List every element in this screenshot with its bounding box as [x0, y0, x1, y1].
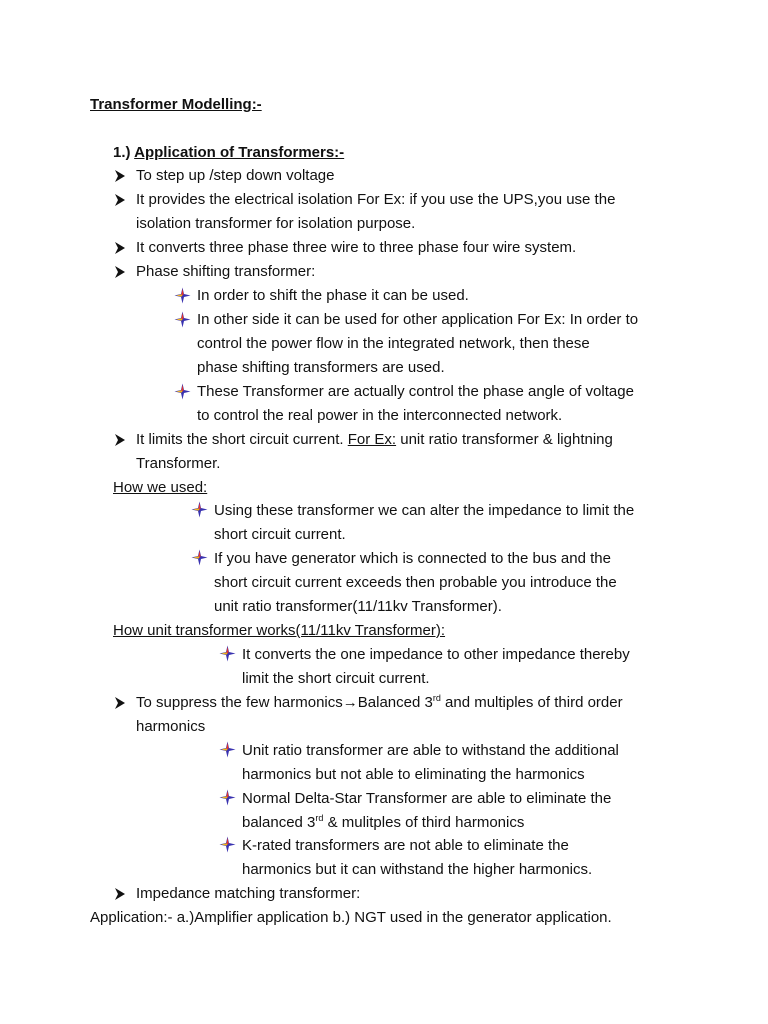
list-item-text: To suppress the few harmonics→Balanced 3	[136, 694, 433, 711]
list-item-continuation: control the power flow in the integrated network, then these	[197, 335, 590, 352]
list-item-text: and multiples of third order	[440, 694, 623, 711]
arrowhead-bullet-icon	[114, 696, 126, 710]
list-item	[136, 430, 613, 450]
list-item: It converts the one impedance to other impedance thereby	[242, 646, 630, 663]
list-item: In order to shift the phase it can be used.	[197, 287, 469, 304]
arrowhead-bullet-icon	[114, 265, 126, 279]
list-item-continuation: Transformer.	[136, 455, 221, 472]
list-item-text: It limits the short circuit current.	[136, 431, 348, 448]
list-item: K-rated transformers are not able to eliminate the	[242, 837, 569, 854]
list-item: Impedance matching transformer:	[136, 885, 361, 902]
list-item-continuation: to control the real power in the interconnected network.	[197, 407, 563, 424]
list-item-text: & mulitples of third harmonics	[323, 814, 525, 831]
list-item-continuation: short circuit current.	[214, 526, 346, 543]
list-item	[136, 693, 623, 713]
subheading-how-used: How we used:	[113, 479, 208, 496]
list-item-continuation: isolation transformer for isolation purpose.	[136, 215, 416, 232]
document-title: Transformer Modelling:-	[90, 96, 262, 113]
list-item: To step up /step down voltage	[136, 167, 335, 184]
arrowhead-bullet-icon	[114, 169, 126, 183]
section-number: 1.)	[113, 144, 131, 161]
four-point-star-bullet-icon	[191, 549, 208, 566]
list-item: Normal Delta-Star Transformer are able to eliminate the	[242, 790, 612, 807]
four-point-star-bullet-icon	[191, 501, 208, 518]
list-item: It converts three phase three wire to three phase four wire system.	[136, 239, 577, 256]
four-point-star-bullet-icon	[219, 645, 236, 662]
list-item-continuation	[242, 813, 524, 833]
list-item-continuation: unit ratio transformer(11/11kv Transformer).	[214, 598, 502, 615]
list-item-continuation: harmonics	[136, 718, 206, 735]
list-item-continuation: harmonics but not able to eliminating the harmonics	[242, 766, 585, 783]
arrowhead-bullet-icon	[114, 193, 126, 207]
arrowhead-bullet-icon	[114, 433, 126, 447]
list-item-continuation: harmonics but it can withstand the higher harmonics.	[242, 861, 593, 878]
superscript: rd	[315, 813, 324, 823]
superscript: rd	[432, 693, 441, 703]
four-point-star-bullet-icon	[174, 311, 191, 328]
arrowhead-bullet-icon	[114, 241, 126, 255]
list-item-text: unit ratio transformer & lightning	[396, 431, 613, 448]
four-point-star-bullet-icon	[174, 383, 191, 400]
four-point-star-bullet-icon	[219, 741, 236, 758]
list-item-continuation: short circuit current exceeds then probable you introduce the	[214, 574, 617, 591]
section-heading	[113, 143, 344, 163]
application-line: Application:- a.)Amplifier application b.) NGT used in the generator application.	[90, 909, 612, 926]
section-title: Application of Transformers:-	[134, 144, 345, 161]
list-item: If you have generator which is connected to the bus and the	[214, 550, 611, 567]
subheading-how-works: How unit transformer works(11/11kv Transformer):	[113, 622, 446, 639]
list-item: Phase shifting transformer:	[136, 263, 316, 280]
four-point-star-bullet-icon	[174, 287, 191, 304]
list-item: Unit ratio transformer are able to withstand the additional	[242, 742, 619, 759]
four-point-star-bullet-icon	[219, 836, 236, 853]
four-point-star-bullet-icon	[219, 789, 236, 806]
for-example-label: For Ex:	[347, 431, 397, 448]
list-item: These Transformer are actually control the phase angle of voltage	[197, 383, 634, 400]
arrowhead-bullet-icon	[114, 887, 126, 901]
list-item: It provides the electrical isolation For Ex: if you use the UPS,you use the	[136, 191, 616, 208]
list-item-text: balanced 3	[242, 814, 316, 831]
list-item-continuation: limit the short circuit current.	[242, 670, 430, 687]
list-item-continuation: phase shifting transformers are used.	[197, 359, 445, 376]
list-item: In other side it can be used for other application For Ex: In order to	[197, 311, 639, 328]
list-item: Using these transformer we can alter the impedance to limit the	[214, 502, 635, 519]
